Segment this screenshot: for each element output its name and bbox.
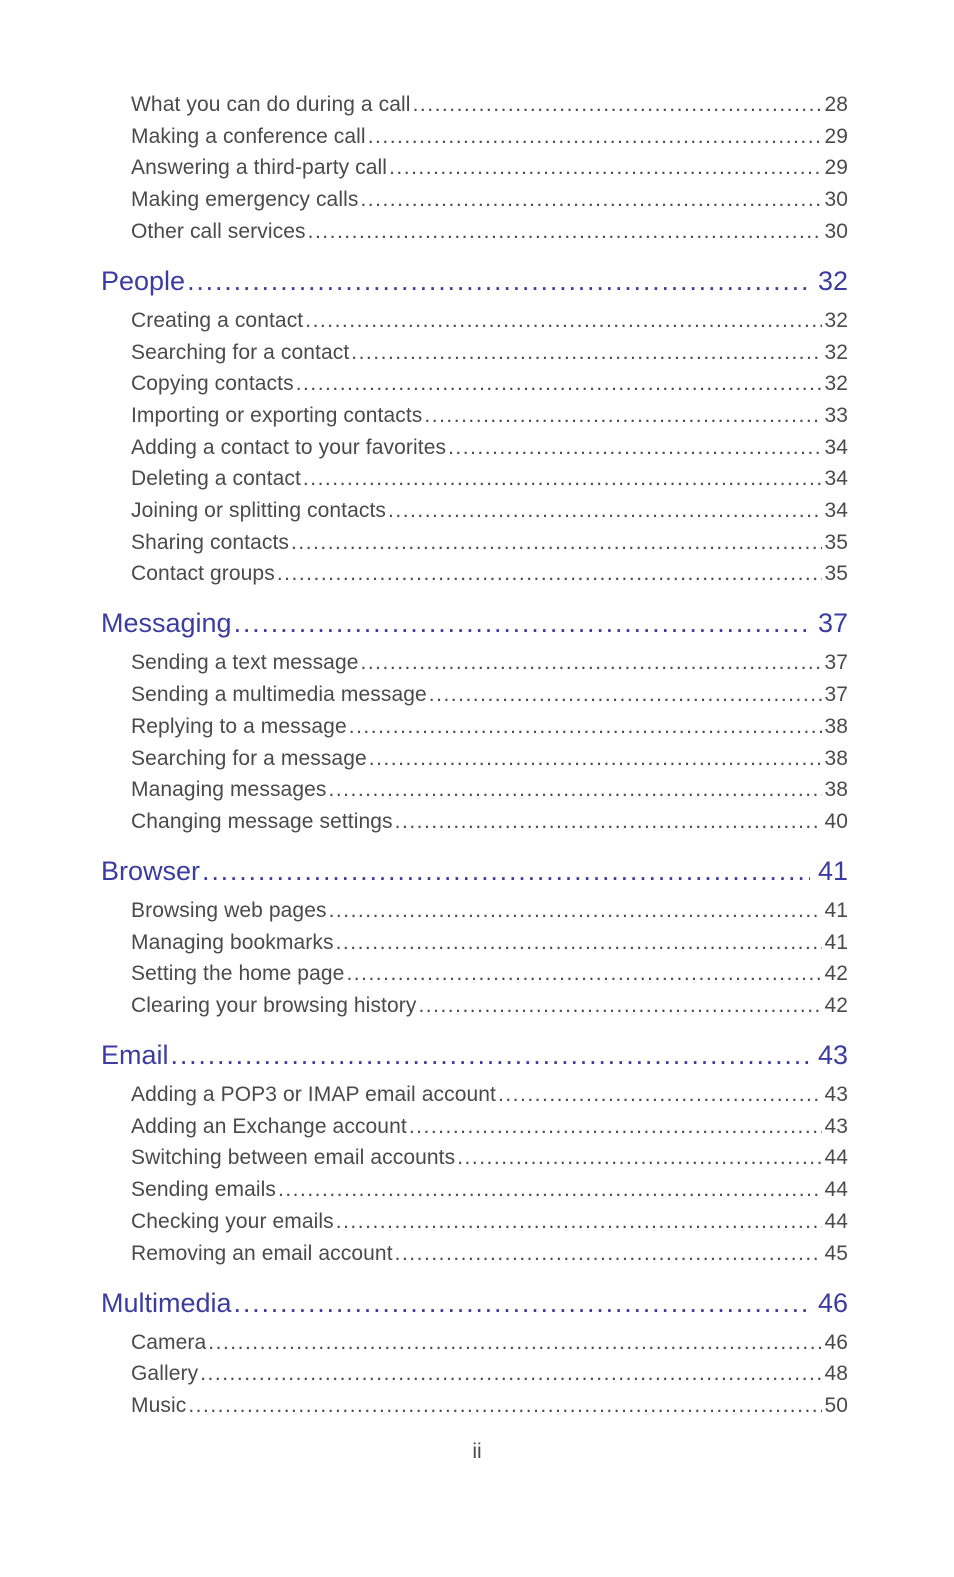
dot-leader	[498, 1083, 822, 1107]
dot-leader	[303, 467, 823, 491]
toc-entry-changing-message-settings[interactable]	[131, 810, 848, 834]
toc-entry-title: Sending emails	[131, 1178, 276, 1202]
dot-leader	[234, 1288, 810, 1319]
toc-entry-title: Copying contacts	[131, 372, 294, 396]
toc-entry-title: Making emergency calls	[131, 188, 359, 212]
toc-entry-searching-for-a-message[interactable]	[131, 747, 848, 771]
toc-entry-page: 44	[824, 1209, 848, 1233]
dot-leader	[361, 651, 823, 675]
toc-entry-page: 46	[824, 1330, 848, 1354]
toc-entry-page: 40	[824, 809, 848, 833]
toc-entry-page: 38	[824, 746, 848, 770]
toc-chapter-people[interactable]	[101, 266, 848, 297]
toc-entry-title: Managing messages	[131, 778, 327, 802]
toc-entry-page: 35	[824, 530, 848, 554]
toc-entry-page: 41	[824, 898, 848, 922]
dot-leader	[308, 220, 823, 244]
dot-leader	[418, 994, 822, 1018]
dot-leader	[429, 683, 823, 707]
toc-entry-answering-a-third-party-call[interactable]	[131, 156, 848, 180]
dot-leader	[296, 372, 823, 396]
toc-entry-switching-between-email-accounts[interactable]	[131, 1146, 848, 1170]
toc-entry-title: Deleting a contact	[131, 467, 301, 491]
toc-entry-title: People	[101, 265, 186, 296]
toc-entry-adding-an-exchange-account[interactable]	[131, 1115, 848, 1139]
dot-leader	[424, 404, 822, 428]
dot-leader	[360, 188, 822, 212]
toc-entry-page: 28	[824, 93, 848, 116]
dot-leader	[395, 1242, 823, 1266]
toc-entry-sharing-contacts[interactable]	[131, 531, 848, 555]
toc-entry-title: Importing or exporting contacts	[131, 403, 423, 427]
toc-entry-page: 30	[824, 188, 848, 212]
toc-entry-music[interactable]	[131, 1394, 848, 1418]
toc-entry-title: Managing bookmarks	[131, 930, 334, 954]
toc-entry-page: 38	[824, 714, 848, 738]
toc-entry-page: 37	[817, 608, 848, 639]
toc-chapter-messaging[interactable]	[101, 608, 848, 639]
toc-entry-managing-messages[interactable]	[131, 778, 848, 802]
dot-leader	[291, 531, 822, 555]
dot-leader	[188, 1394, 822, 1418]
dot-leader	[351, 341, 822, 365]
dot-leader	[349, 715, 823, 739]
toc-entry-page: 32	[824, 372, 848, 396]
toc-entry-page: 43	[824, 1114, 848, 1138]
toc-entry-managing-bookmarks[interactable]	[131, 931, 848, 955]
dot-leader	[277, 562, 823, 586]
toc-entry-title: Adding a POP3 or IMAP email account	[131, 1083, 496, 1106]
dot-leader	[329, 899, 823, 923]
toc-entry-page: 34	[824, 467, 848, 491]
toc-entry-page: 43	[817, 1040, 848, 1070]
toc-entry-page: 29	[824, 156, 848, 180]
toc-entry-gallery[interactable]	[131, 1362, 848, 1386]
toc-entry-title: Browsing web pages	[131, 898, 327, 922]
toc-entry-replying-to-a-message[interactable]	[131, 715, 848, 739]
toc-entry-page: 41	[824, 930, 848, 954]
dot-leader	[202, 856, 810, 887]
toc-entry-page: 42	[824, 994, 848, 1017]
toc-entry-checking-your-emails[interactable]	[131, 1210, 848, 1234]
toc-entry-title: Switching between email accounts	[131, 1146, 456, 1170]
page-number: ii	[472, 1440, 482, 1463]
toc-entry-page: 32	[824, 308, 848, 332]
dot-leader	[346, 962, 822, 986]
toc-entry-page: 32	[824, 340, 848, 364]
toc-entry-page: 41	[817, 855, 848, 886]
dot-leader	[278, 1178, 822, 1202]
toc-entry-title: Searching for a contact	[131, 340, 350, 364]
toc-entry-joining-or-splitting-contacts[interactable]	[131, 499, 848, 523]
toc-entry-title: Multimedia	[101, 1287, 232, 1318]
toc-entry-sending-a-text-message[interactable]	[131, 651, 848, 675]
toc-entry-page: 34	[824, 499, 848, 522]
toc-entry-title: Sending a multimedia message	[131, 683, 427, 707]
toc-entry-title: What you can do during a call	[131, 93, 411, 116]
toc-entry-title: Sending a text message	[131, 651, 359, 675]
toc-entry-title: Answering a third-party call	[131, 156, 388, 180]
toc-entry-clearing-your-browsing-history[interactable]	[131, 994, 848, 1018]
toc-entry-page: 43	[824, 1083, 848, 1106]
dot-leader	[395, 810, 823, 834]
dot-leader	[200, 1362, 822, 1386]
toc-entry-deleting-a-contact[interactable]	[131, 467, 848, 491]
toc-entry-title: Sharing contacts	[131, 530, 290, 554]
toc-entry-browsing-web-pages[interactable]	[131, 899, 848, 923]
toc-entry-title: Music	[131, 1393, 187, 1417]
dot-leader	[369, 747, 823, 771]
toc-entry-camera[interactable]	[131, 1331, 848, 1355]
toc-entry-page: 37	[824, 683, 848, 707]
toc-entry-title: Creating a contact	[131, 308, 304, 332]
toc-entry-page: 38	[824, 778, 848, 802]
dot-leader	[171, 1040, 810, 1071]
toc-entry-contact-groups[interactable]	[131, 562, 848, 586]
toc-entry-title: Joining or splitting contacts	[131, 499, 387, 522]
dot-leader	[457, 1146, 822, 1170]
toc-entry-copying-contacts[interactable]	[131, 372, 848, 396]
toc-entry-making-emergency-calls[interactable]	[131, 188, 848, 212]
toc-entry-page: 33	[824, 403, 848, 427]
toc-entry-page: 42	[824, 962, 848, 986]
toc-entry-title: Searching for a message	[131, 746, 367, 770]
toc-entry-title: Clearing your browsing history	[131, 994, 417, 1017]
toc-entry-searching-for-a-contact[interactable]	[131, 341, 848, 365]
toc-entry-page: 46	[817, 1287, 848, 1318]
toc-entry-setting-the-home-page[interactable]	[131, 962, 848, 986]
toc-entry-title: Gallery	[131, 1362, 199, 1386]
toc-entry-removing-an-email-account[interactable]	[131, 1242, 848, 1266]
toc-entry-page: 32	[817, 265, 848, 296]
toc-entry-page: 45	[824, 1241, 848, 1265]
toc-entry-page: 48	[824, 1362, 848, 1386]
toc-entry-title: Messaging	[101, 608, 232, 639]
toc-chapter-multimedia[interactable]	[101, 1288, 848, 1319]
toc-entry-page: 34	[824, 435, 848, 459]
dot-leader	[208, 1331, 822, 1355]
dot-leader	[409, 1115, 823, 1139]
dot-leader	[234, 608, 810, 639]
toc-entry-title: Making a conference call	[131, 124, 366, 148]
toc-entry-title: Replying to a message	[131, 714, 347, 738]
toc-entry-page: 35	[824, 562, 848, 586]
toc-entry-title: Camera	[131, 1330, 207, 1354]
toc-entry-title: Browser	[101, 855, 201, 886]
toc-entry-title: Adding a contact to your favorites	[131, 435, 447, 459]
toc-entry-title: Contact groups	[131, 562, 275, 586]
toc-entry-what-you-can-do-during-a-call[interactable]	[131, 93, 848, 117]
dot-leader	[336, 1210, 823, 1234]
toc-entry-title: Changing message settings	[131, 809, 393, 833]
toc-entry-page: 50	[824, 1393, 848, 1417]
toc-entry-page: 30	[824, 219, 848, 243]
dot-leader	[389, 156, 822, 180]
toc-entry-other-call-services[interactable]	[131, 220, 848, 244]
dot-leader	[368, 125, 823, 149]
dot-leader	[305, 309, 822, 333]
toc-entry-sending-emails[interactable]	[131, 1178, 848, 1202]
toc-entry-adding-a-pop3-or-imap-email-account[interactable]	[131, 1083, 848, 1107]
toc-entry-title: Other call services	[131, 219, 306, 243]
toc-entry-importing-or-exporting-contacts[interactable]	[131, 404, 848, 428]
toc-entry-page: 44	[824, 1146, 848, 1170]
dot-leader	[388, 499, 822, 523]
toc-chapter-browser[interactable]	[101, 856, 848, 887]
dot-leader	[448, 436, 822, 460]
dot-leader	[336, 931, 823, 955]
dot-leader	[413, 93, 823, 117]
toc-entry-title: Checking your emails	[131, 1209, 334, 1233]
toc-entry-title: Removing an email account	[131, 1241, 393, 1265]
dot-leader	[187, 266, 810, 297]
toc-entry-title: Setting the home page	[131, 962, 345, 986]
toc-chapter-email[interactable]	[101, 1040, 848, 1071]
toc-entry-adding-a-contact-to-your-favorites[interactable]	[131, 436, 848, 460]
toc-entry-creating-a-contact[interactable]	[131, 309, 848, 333]
toc-entry-making-a-conference-call[interactable]	[131, 125, 848, 149]
toc-entry-sending-a-multimedia-message[interactable]	[131, 683, 848, 707]
toc-entry-page: 29	[824, 124, 848, 148]
dot-leader	[328, 778, 822, 802]
toc-entry-title: Adding an Exchange account	[131, 1114, 407, 1138]
toc-entry-title: Email	[101, 1040, 169, 1070]
toc-entry-page: 44	[824, 1178, 848, 1202]
toc-entry-page: 37	[824, 651, 848, 675]
